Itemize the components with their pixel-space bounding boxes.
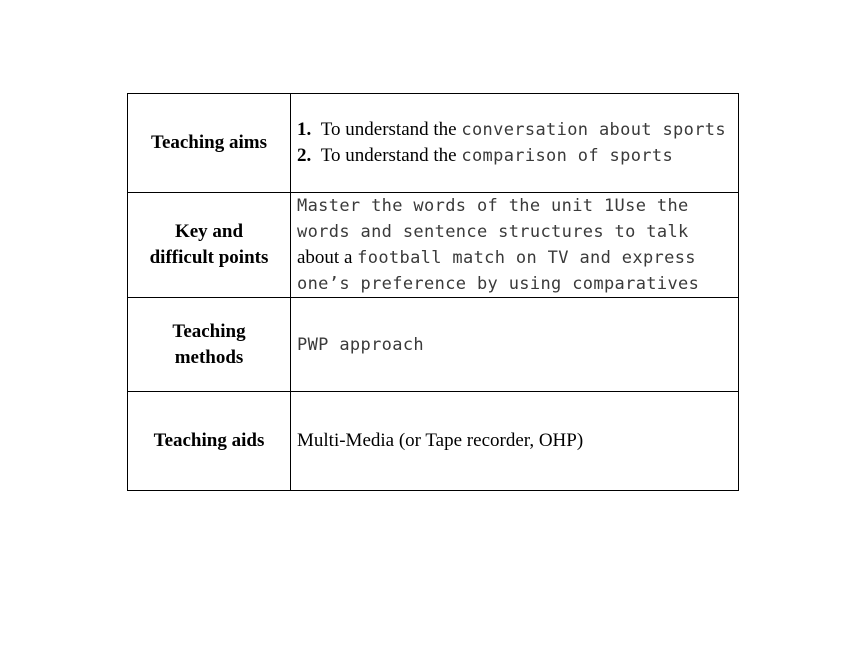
aim-1-intro: To understand the xyxy=(320,119,457,140)
key-points-text-part-2: about a xyxy=(297,247,353,268)
aim-number-1: 1. xyxy=(297,119,312,140)
row-content-teaching-aims xyxy=(291,94,739,193)
row-content-key-points xyxy=(291,193,739,298)
lesson-plan-table xyxy=(127,93,739,491)
key-points-label-line-2: difficult points xyxy=(149,247,269,268)
aids-text: Multi-Media (or Tape recorder, OHP) xyxy=(297,430,584,451)
row-label-teaching-methods xyxy=(128,298,291,392)
row-label-teaching-aims: Teaching aims xyxy=(128,94,291,193)
table-row-teaching-aids xyxy=(128,392,739,491)
methods-text: PWP approach xyxy=(297,334,425,355)
row-label-key-points xyxy=(128,193,291,298)
aim-2-intro: To understand the xyxy=(320,145,457,166)
table-row-teaching-aims xyxy=(128,94,739,193)
methods-label-line-2: methods xyxy=(174,346,244,368)
row-label-teaching-aids: Teaching aids xyxy=(128,392,291,491)
methods-label-line-1: Teaching xyxy=(172,320,246,342)
table-row-key-points xyxy=(128,193,739,298)
key-points-label-line-1: Key and xyxy=(174,221,244,242)
aim-number-2: 2. xyxy=(297,145,312,166)
row-content-teaching-aids xyxy=(291,392,739,491)
key-points-text-part-3: football match on TV and express one’s preference by using comparatives xyxy=(297,248,700,294)
aim-1-topic: conversation about sports xyxy=(461,120,726,140)
key-points-text-part-1: Master the words of the unit 1Use the words and sentence structures to talk xyxy=(297,196,689,242)
table-row-teaching-methods xyxy=(128,298,739,392)
row-content-teaching-methods xyxy=(291,298,739,392)
aim-2-topic: comparison of sports xyxy=(461,146,674,166)
